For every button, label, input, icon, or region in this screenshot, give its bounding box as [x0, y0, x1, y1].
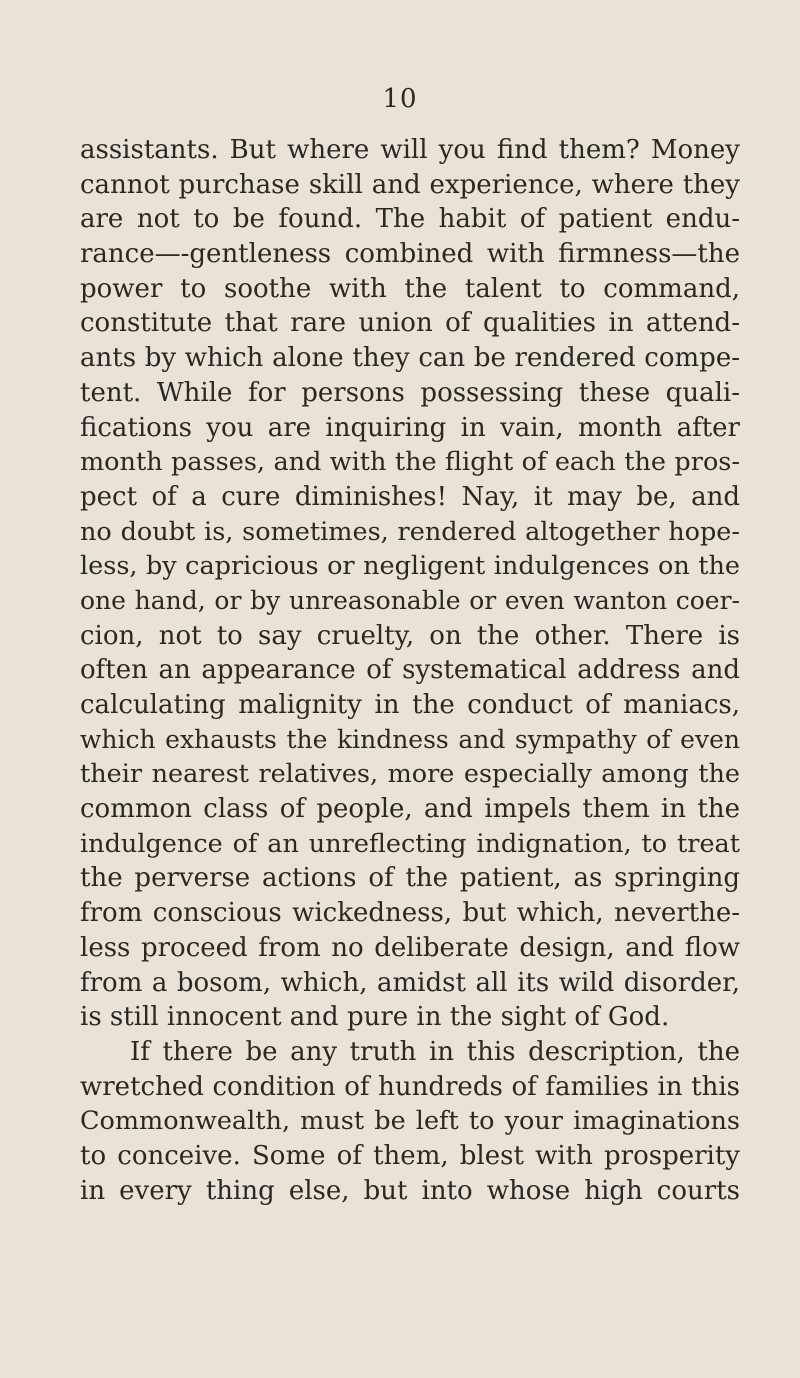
text-line: which exhausts the kindness and sympathy of even: [80, 724, 740, 754]
text-line: one hand, or by unreasonable or even wanton coer-: [80, 585, 740, 615]
text-line: are not to be found. The habit of patient endu-: [80, 204, 740, 235]
text-line: in every thing else, but into whose high courts: [80, 1175, 740, 1206]
text-line: indulgence of an unreflecting indignation, to treat: [80, 828, 740, 859]
text-line: constitute that rare union of qualities in attend-: [80, 308, 740, 339]
text-line: often an appearance of systematical address and: [80, 655, 740, 686]
page-number: 10: [382, 84, 418, 114]
text-line: less, by capricious or negligent indulgences on the: [80, 551, 740, 582]
text-line: their nearest relatives, more especially among the: [80, 759, 740, 790]
text-line: from a bosom, which, amidst all its wild disorder,: [80, 967, 740, 998]
text-line: is still innocent and pure in the sight of God.: [80, 1002, 670, 1033]
text-line: common class of people, and impels them in the: [80, 794, 740, 825]
text-line: cion, not to say cruelty, on the other. There is: [80, 620, 740, 651]
body-text: [80, 133, 740, 1208]
text-line: rance—-gentleness combined with firmness—the: [80, 239, 740, 270]
text-line: power to soothe with the talent to command,: [80, 273, 740, 304]
text-line: to conceive. Some of them, blest with prosperity: [80, 1140, 740, 1171]
text-line: assistants. But where will you find them? Money: [80, 135, 740, 165]
text-line: If there be any truth in this description, the: [130, 1036, 740, 1067]
text-line: from conscious wickedness, but which, neverthe-: [80, 898, 740, 929]
text-line: cannot purchase skill and experience, where they: [80, 169, 740, 200]
text-line: ants by which alone they can be rendered compe-: [80, 343, 740, 374]
text-line: pect of a cure diminishes! Nay, it may be, and: [80, 481, 740, 512]
text-line: fications you are inquiring in vain, month after: [80, 412, 740, 443]
text-line: no doubt is, sometimes, rendered altogether hope-: [80, 516, 740, 547]
text-line: wretched condition of hundreds of families in this: [80, 1071, 740, 1102]
text-line: calculating malignity in the conduct of maniacs,: [80, 690, 740, 720]
text-line: tent. While for persons possessing these quali-: [80, 377, 740, 408]
text-line: less proceed from no deliberate design, and flow: [80, 932, 740, 963]
text-line: Commonwealth, must be left to your imaginations: [80, 1106, 740, 1137]
text-line: the perverse actions of the patient, as springing: [80, 863, 740, 894]
text-line: month passes, and with the flight of each the pros-: [80, 447, 740, 478]
